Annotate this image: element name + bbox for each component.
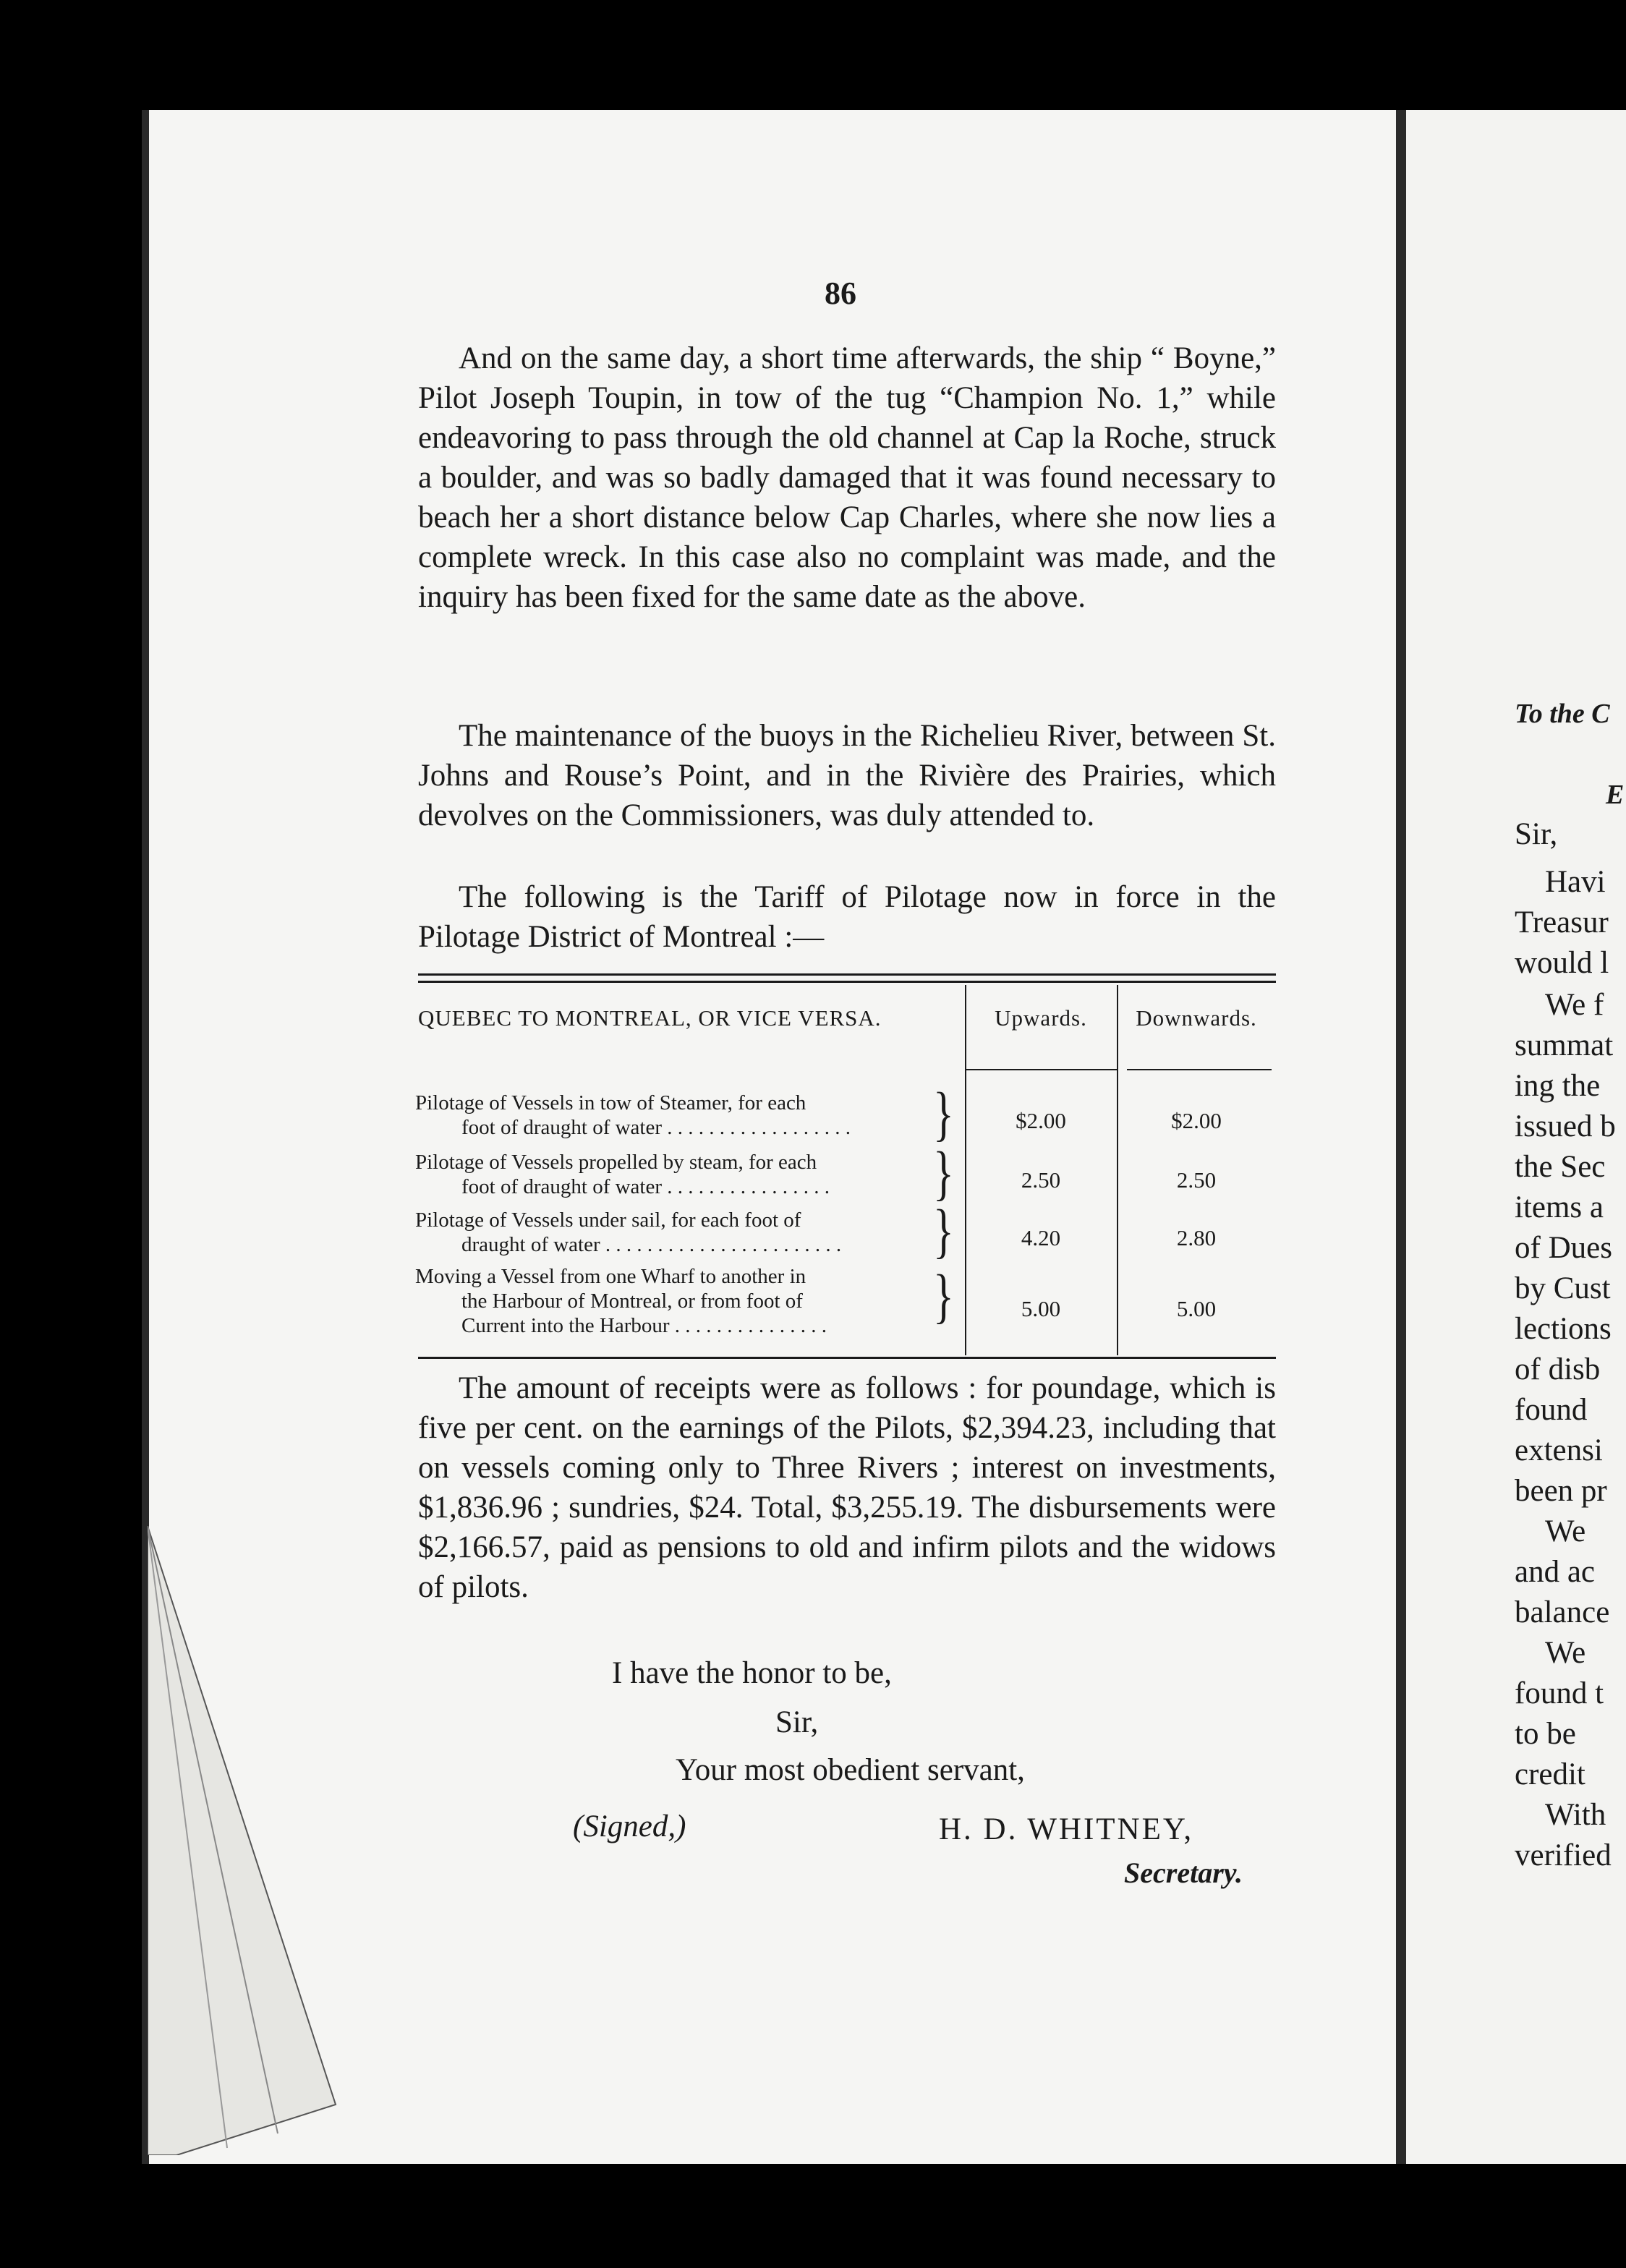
folded-corner-decoration: [148, 1526, 350, 2155]
table-row-description: [415, 1208, 930, 1257]
table-header-upwards: Upwards.: [995, 1005, 1087, 1031]
table-cell-downwards: 5.00: [1176, 1296, 1217, 1321]
right-page-fragment: ing the: [1515, 1069, 1601, 1103]
row-line: the Harbour of Montreal, or from foot of: [461, 1289, 803, 1313]
brace-glyph: }: [933, 1139, 954, 1207]
row-line: Pilotage of Vessels in tow of Steamer, for each: [415, 1091, 806, 1114]
table-cell-downwards: 2.50: [1176, 1167, 1217, 1193]
right-page-fragment: by Cust: [1515, 1271, 1611, 1305]
right-page-fragment: summat: [1515, 1028, 1614, 1062]
table-cell-upwards: 4.20: [1021, 1225, 1061, 1250]
right-page-fragment: verified: [1515, 1838, 1612, 1872]
right-page-heading: To the C: [1515, 699, 1610, 729]
closing-salutation: Sir,: [775, 1705, 819, 1739]
right-page-fragment: items a: [1515, 1190, 1604, 1224]
signatory-title: Secretary.: [1124, 1856, 1243, 1889]
right-page-fragment: lections: [1515, 1312, 1612, 1346]
brace-glyph: }: [933, 1262, 954, 1330]
table-cell-downwards: 2.80: [1176, 1225, 1217, 1250]
right-page-fragment: found: [1515, 1393, 1588, 1427]
row-line: foot of draught of water . . . . . . . . . . . . . . . . . .: [461, 1116, 851, 1139]
header-underline: [965, 1069, 1117, 1070]
right-page-fragment: Sir,: [1515, 817, 1558, 851]
right-page-fragment: We: [1545, 1514, 1586, 1548]
right-page-fragment: been pr: [1515, 1474, 1607, 1508]
right-page-fragment: of disb: [1515, 1352, 1601, 1386]
table-cell-downwards: $2.00: [1171, 1108, 1222, 1133]
header-underline: [1127, 1069, 1272, 1070]
right-page-fragment: Havi: [1545, 865, 1606, 899]
table-header-downwards: Downwards.: [1136, 1005, 1257, 1031]
table-top-rule-inner: [418, 981, 1276, 983]
right-page-fragment: and ac: [1515, 1555, 1596, 1589]
table-row-description: [415, 1091, 930, 1140]
closing-line: I have the honor to be,: [612, 1656, 892, 1690]
table-cell-upwards: 2.50: [1021, 1167, 1061, 1193]
table-header-route: QUEBEC TO MONTREAL, OR VICE VERSA.: [418, 1005, 882, 1031]
table-row-description: [415, 1264, 930, 1338]
table-cell-upwards: 5.00: [1021, 1296, 1061, 1321]
paragraph-text: The following is the Tariff of Pilotage now in force in the Pilotage District of Montreal :—: [418, 880, 1276, 954]
paragraph-text: The amount of receipts were as follows : for poundage, which is five per cent. on the earnings of the Pilots, $2,394.23, including that on vessels coming only to Three Rivers ; interest on investments, $1,836.96 ; sundries, $24. Total, $3,255.19. The disbursements were $2,166.57, paid as pensions to old and infirm pilots and the widows of pilots.: [418, 1371, 1276, 1604]
right-page-fragment: of Dues: [1515, 1231, 1612, 1265]
paragraph-receipts: [418, 1368, 1276, 1607]
row-line: Moving a Vessel from one Wharf to another in: [415, 1265, 806, 1288]
row-line: Pilotage of Vessels propelled by steam, for each: [415, 1151, 817, 1174]
page-number: 86: [825, 276, 856, 311]
book-gutter: [1396, 110, 1406, 2164]
row-line: draught of water . . . . . . . . . . . . . . . . . . . . . . .: [461, 1233, 842, 1256]
right-page-fragment: extensi: [1515, 1433, 1603, 1467]
right-page-fragment: would l: [1515, 946, 1609, 980]
right-page-fragment: credit: [1515, 1757, 1585, 1791]
right-page-fragment: found t: [1515, 1676, 1604, 1710]
table-cell-upwards: $2.00: [1016, 1108, 1066, 1133]
table-bottom-rule: [418, 1357, 1276, 1359]
right-page-fragment: E: [1606, 780, 1625, 810]
paragraph-buoys: [418, 716, 1276, 835]
paragraph-tariff-intro: [418, 877, 1276, 957]
paragraph-text: The maintenance of the buoys in the Richelieu River, between St. Johns and Rouse’s Point, and in the Rivière des Prairies, which devolves on the Commissioners, was duly attended to.: [418, 719, 1276, 832]
right-page-fragment: Treasur: [1515, 905, 1609, 939]
row-line: Current into the Harbour . . . . . . . . . . . . . . .: [461, 1314, 827, 1337]
signed-note: (Signed,): [573, 1809, 686, 1843]
signatory-name: H. D. WHITNEY,: [939, 1812, 1194, 1846]
closing-line: Your most obedient servant,: [676, 1753, 1025, 1787]
paragraph-boyne-wreck: [418, 338, 1276, 617]
brace-glyph: }: [933, 1080, 954, 1148]
row-line: Pilotage of Vessels under sail, for each foot of: [415, 1208, 801, 1232]
right-page-fragment: balance: [1515, 1595, 1610, 1629]
right-page-fragment: to be: [1515, 1717, 1576, 1751]
right-page-fragment: We: [1545, 1636, 1586, 1670]
right-page-fragment: We f: [1545, 988, 1604, 1022]
table-top-rule: [418, 973, 1276, 976]
paragraph-text: And on the same day, a short time afterwards, the ship “ Boyne,” Pilot Joseph Toupin, in tow of the tug “Champion No. 1,” while endeavoring to pass through the old channel at Cap la Roche, struck a boulder, and was so badly damaged that it was found necessary to beach her a short distance below Cap Charles, where she now lies a complete wreck. In this case also no complaint was made, and the inquiry has been fixed for the same date as the above.: [418, 341, 1276, 614]
right-page-fragment: the Sec: [1515, 1150, 1606, 1184]
table-row-description: [415, 1150, 930, 1199]
brace-glyph: }: [933, 1197, 954, 1265]
right-page-fragment: With: [1545, 1798, 1606, 1832]
right-page-fragment: issued b: [1515, 1109, 1616, 1143]
row-line: foot of draught of water . . . . . . . . . . . . . . . .: [461, 1175, 830, 1198]
